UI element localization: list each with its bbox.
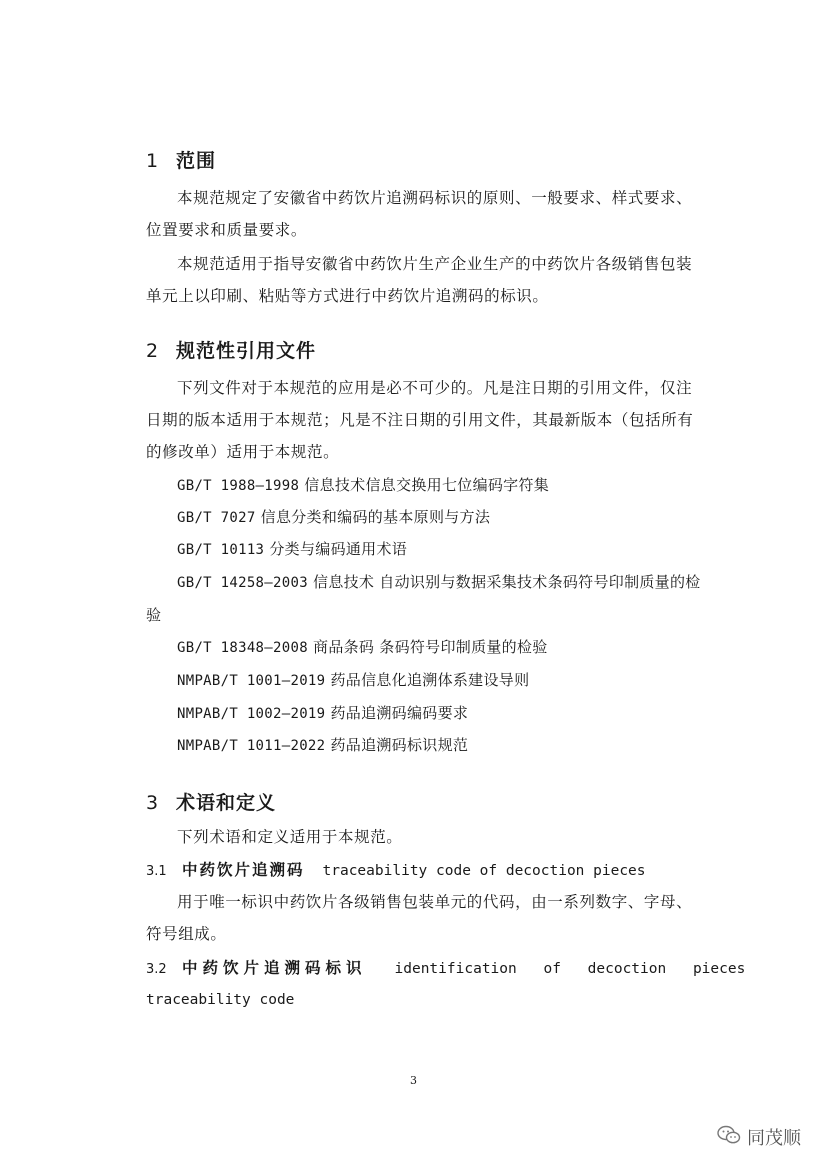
section-title: 术语和定义 (176, 792, 277, 814)
term-number: 3.1 (146, 864, 167, 879)
section-heading-2 (146, 336, 316, 363)
reference-code: NMPAB/T 1001—2019 (177, 673, 326, 689)
reference-code: GB/T 14258—2003 (177, 575, 308, 591)
section-number: 2 (146, 340, 160, 362)
paragraph: 下列术语和定义适用于本规范。 (177, 828, 403, 846)
section-title: 范围 (176, 150, 217, 172)
watermark-text: 同茂顺 (747, 1128, 801, 1149)
section-number: 1 (146, 150, 160, 172)
term-definition: 用于唯一标识中药饮片各级销售包装单元的代码，由一系列数字、字母、符号组成。 (146, 893, 693, 943)
reference-title: 信息技术信息交换用七位编码字符集 (304, 476, 550, 494)
reference-item (146, 664, 702, 697)
reference-title: 信息技术 自动识别与数据采集技术条码符号印制质量的检验 (146, 573, 701, 624)
section-title: 规范性引用文件 (176, 340, 317, 362)
reference-item (146, 533, 702, 566)
reference-item (146, 566, 702, 631)
watermark (717, 1124, 801, 1150)
reference-title: 药品信息化追溯体系建设导则 (330, 671, 530, 689)
section-heading-3 (146, 788, 276, 815)
term-chinese: 中药饮片追溯码标识 (182, 959, 367, 977)
reference-title: 商品条码 条码符号印制质量的检验 (313, 638, 548, 656)
wechat-icon (717, 1125, 747, 1150)
reference-code: GB/T 1988—1998 (177, 478, 300, 494)
section-heading-1 (146, 146, 216, 173)
reference-item (146, 469, 702, 502)
reference-item (146, 729, 702, 762)
term-english: identification of decoction pieces (394, 961, 746, 977)
paragraph: 本规范规定了安徽省中药饮片追溯码标识的原则、一般要求、样式要求、位置要求和质量要求。 (146, 189, 693, 239)
paragraph: 本规范适用于指导安徽省中药饮片生产企业生产的中药饮片各级销售包装单元上以印刷、粘贴等方式进行中药饮片追溯码的标识。 (146, 255, 693, 305)
reference-title: 药品追溯码编码要求 (330, 704, 469, 722)
paragraph: 下列文件对于本规范的应用是必不可少的。凡是注日期的引用文件，仅注日期的版本适用于本规范；凡是不注日期的引用文件，其最新版本（包括所有的修改单）适用于本规范。 (146, 379, 694, 461)
reference-code: NMPAB/T 1011—2022 (177, 738, 326, 754)
reference-item (146, 697, 702, 730)
term-english-continued: traceability code (146, 992, 295, 1008)
term-chinese: 中药饮片追溯码 (182, 861, 305, 879)
reference-title: 分类与编码通用术语 (269, 540, 408, 558)
reference-title: 信息分类和编码的基本原则与方法 (260, 508, 491, 526)
reference-code: GB/T 10113 (177, 542, 265, 558)
reference-code: GB/T 7027 (177, 510, 256, 526)
section-number: 3 (146, 792, 160, 814)
term-number: 3.2 (146, 962, 167, 977)
reference-item (146, 631, 702, 664)
reference-code: NMPAB/T 1002—2019 (177, 706, 326, 722)
term-entry (146, 854, 702, 888)
page-number: 3 (410, 1074, 417, 1087)
term-english: traceability code of decoction pieces (322, 863, 646, 879)
reference-code: GB/T 18348—2008 (177, 640, 308, 656)
term-entry (146, 952, 746, 986)
reference-title: 药品追溯码标识规范 (330, 736, 469, 754)
reference-item (146, 501, 702, 534)
